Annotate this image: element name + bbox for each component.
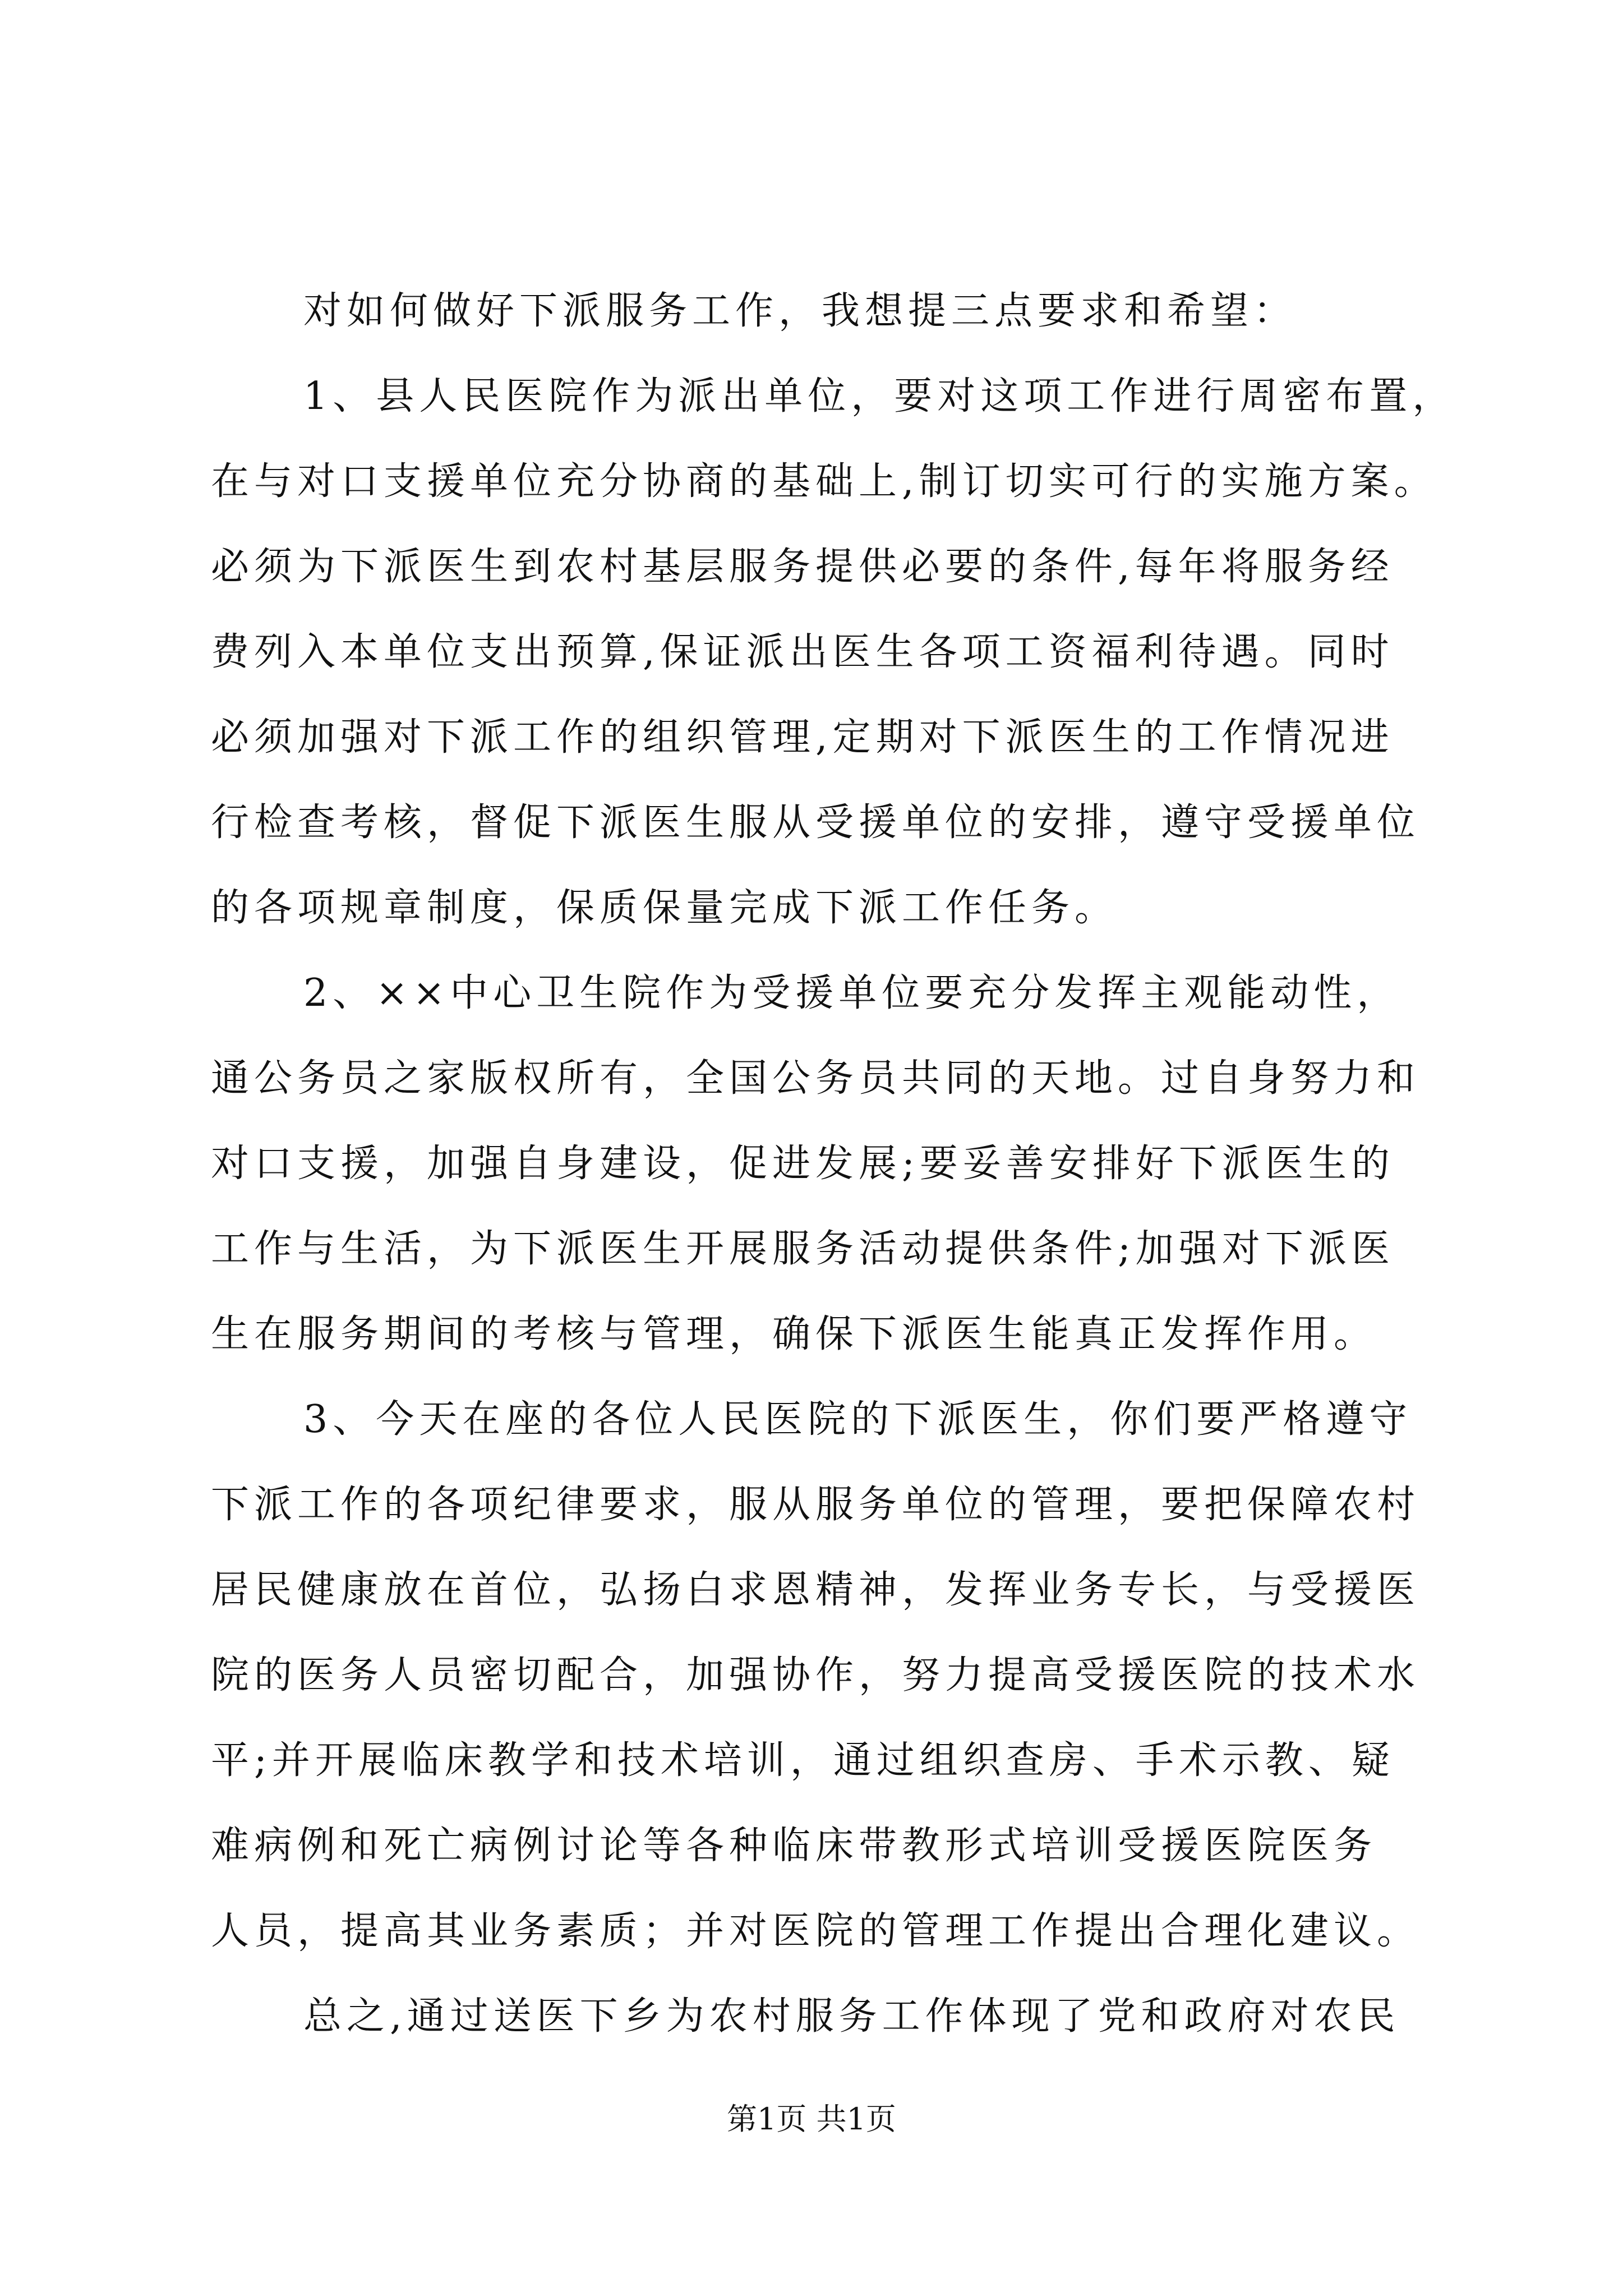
paragraph-2-line: 2、××中心卫生院作为受援单位要充分发挥主观能动性， — [303, 971, 1400, 1015]
paragraph-intro-line: 对如何做好下派服务工作，我想提三点要求和希望： — [303, 289, 1297, 333]
paragraph-2-line: 工作与生活，为下派医生开展服务活动提供条件;加强对下派医 — [211, 1227, 1395, 1271]
page-number-footer: 第1页 共1页 — [727, 2101, 896, 2137]
paragraph-conclusion-line: 总之,通过送医下乡为农村服务工作体现了党和政府对农民 — [303, 1994, 1400, 2039]
paragraph-2-line: 通公务员之家版权所有，全国公务员共同的天地。过自身努力和 — [211, 1056, 1421, 1101]
paragraph-1-line: 在与对口支援单位充分协商的基础上,制订切实可行的实施方案。 — [211, 459, 1437, 504]
paragraph-1-line: 行检查考核，督促下派医生服从受援单位的安排，遵守受援单位 — [211, 800, 1421, 845]
paragraph-2-line: 对口支援，加强自身建设，促进发展;要妥善安排好下派医生的 — [211, 1142, 1395, 1186]
paragraph-1-line: 1、县人民医院作为派出单位，要对这项工作进行周密布置， — [303, 374, 1456, 418]
paragraph-3-line: 院的医务人员密切配合，加强协作，努力提高受援医院的技术水 — [211, 1653, 1421, 1697]
paragraph-3-line: 人员，提高其业务素质；并对医院的管理工作提出合理化建议。 — [211, 1909, 1421, 1953]
paragraph-1-line: 费列入本单位支出预算,保证派出医生各项工资福利待遇。同时 — [211, 630, 1394, 674]
paragraph-2-line: 生在服务期间的考核与管理，确保下派医生能真正发挥作用。 — [211, 1312, 1377, 1356]
paragraph-1-line: 的各项规章制度，保质保量完成下派工作任务。 — [211, 886, 1118, 930]
paragraph-3-line: 3、今天在座的各位人民医院的下派医生，你们要严格遵守 — [303, 1397, 1413, 1442]
paragraph-1-line: 必须加强对下派工作的组织管理,定期对下派医生的工作情况进 — [211, 715, 1394, 760]
paragraph-3-line: 难病例和死亡病例讨论等各种临床带教形式培训受援医院医务 — [211, 1824, 1377, 1868]
paragraph-3-line: 居民健康放在首位，弘扬白求恩精神，发挥业务专长，与受援医 — [211, 1568, 1421, 1612]
paragraph-3-line: 下派工作的各项纪律要求，服从服务单位的管理，要把保障农村 — [211, 1483, 1421, 1527]
paragraph-1-line: 必须为下派医生到农村基层服务提供必要的条件,每年将服务经 — [211, 545, 1394, 589]
paragraph-3-line: 平;并开展临床教学和技术培训，通过组织查房、手术示教、疑 — [211, 1738, 1395, 1783]
